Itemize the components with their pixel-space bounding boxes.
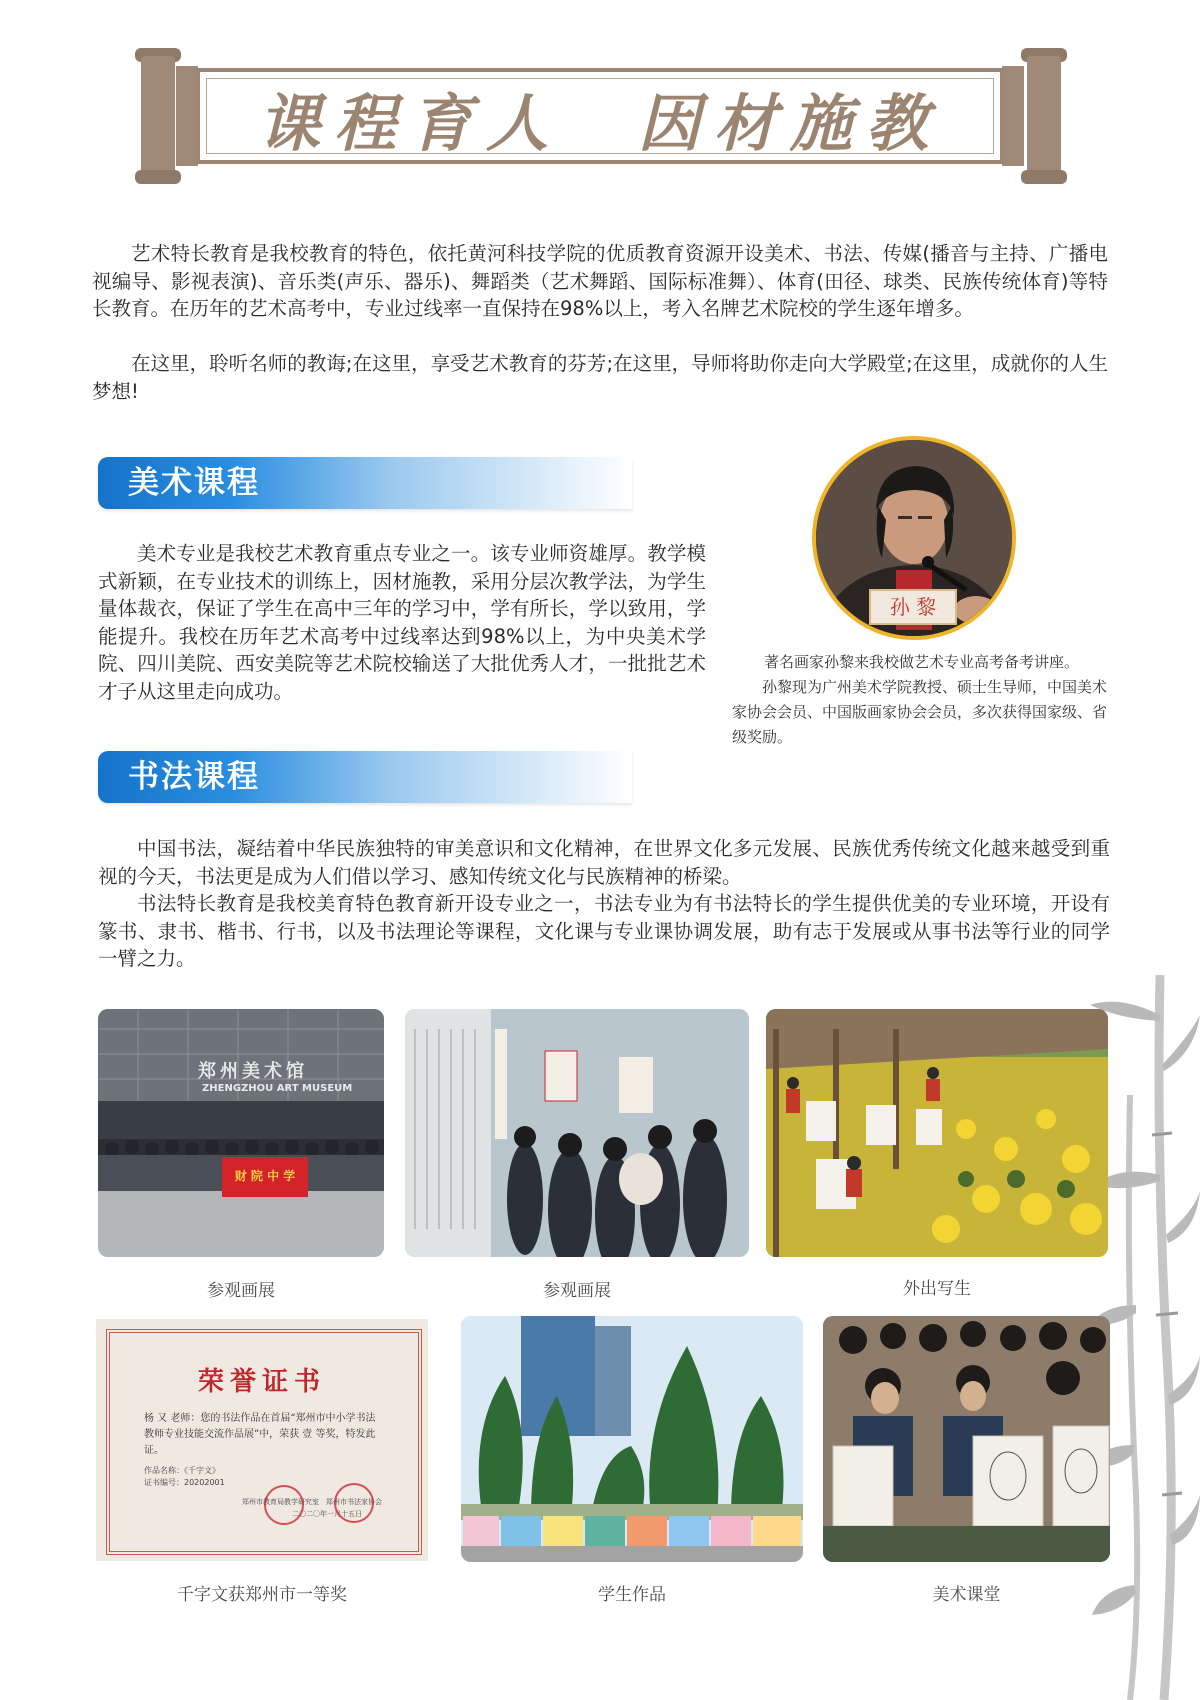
scroll-right-rod (1027, 56, 1061, 174)
art-course-header (98, 457, 632, 509)
certificate-seal-1 (264, 1485, 304, 1525)
photo-caption-exhibition: 参观画展 (543, 1281, 611, 1301)
scroll-bar-left (176, 66, 198, 166)
calligraphy-course-header (98, 751, 632, 803)
photo-caption-sketching: 外出写生 (903, 1279, 971, 1299)
art-course-body: 美术专业是我校艺术教育重点专业之一。该专业师资雄厚。教学模式新颖，在专业技术的训练上，因材施教，采用分层次教学法，为学生量体裁衣，保证了学生在高中三年的学习中，学有所长，学以致用，学能提升。我校在历年艺术高考中过线率达到98%以上，为中央美术学院、四川美院、西安美院等艺术院校输送了大批优秀人才，一批批艺术才子从这里走向成功。 (98, 542, 706, 703)
classroom-illustration (823, 1316, 1110, 1562)
certificate-seal-2 (334, 1483, 374, 1523)
intro-paragraph-1: 艺术特长教育是我校教育的特色，依托黄河科技学院的优质教育资源开设美术、书法、传媒(播音与主持、广播电视编导、影视表演)、音乐类(声乐、器乐)、舞蹈类（艺术舞蹈、国际标准舞）、体育(田径、球类、民族传统体育)等特长教育。在历年的艺术高考中，专业过线率一直保持在98%以上，考入名牌艺术院校的学生逐年增多。 (92, 242, 1108, 320)
photo-sketching-outdoors (766, 1009, 1108, 1257)
art-course-heading: 美术课程 (128, 465, 260, 501)
photo-art-museum (98, 1009, 384, 1257)
certificate-issuer: 郑州市教育局教学研究室 郑州市书法家协会 (242, 1498, 382, 1506)
portrait-nameplate: 孙 黎 (889, 595, 937, 619)
photo-art-classroom (823, 1316, 1110, 1562)
art-museum-illustration (98, 1009, 384, 1257)
sketching-illustration (766, 1009, 1108, 1257)
calligraphy-paragraph-2: 书法特长教育是我校美育特色教育新开设专业之一，书法专业为有书法特长的学生提供优美的专业环境，开设有篆书、隶书、楷书、行书，以及书法理论等课程，文化课与专业课协调发展，助有志于发展或从事书法等行业的同学一臂之力。 (98, 892, 1110, 970)
exhibition-illustration (405, 1009, 749, 1257)
photo-certificate (96, 1319, 428, 1561)
portrait-photo (812, 436, 1016, 640)
certificate-title: 荣誉证书 (197, 1367, 326, 1397)
scroll-right-cap-bottom (1021, 170, 1067, 184)
intro-paragraph-2: 在这里，聆听名师的教诲;在这里，享受艺术教育的芬芳;在这里，导师将助你走向大学殿堂;在这里，成就你的人生梦想! (92, 352, 1108, 403)
photo-student-works (461, 1316, 803, 1562)
portrait-caption-2: 孙黎现为广州美术学院教授、硕士生导师，中国美术家协会会员、中国版画家协会会员，多次获得国家级、省级奖励。 (732, 678, 1108, 746)
calligraphy-course-heading: 书法课程 (128, 759, 260, 795)
scroll-left-rod (141, 56, 175, 174)
certificate-body: 杨 又 老师：您的书法作品在首届“郑州市中小学书法教师专业技能交流作品展”中，荣获 壹 等奖，特发此证。 (144, 1413, 376, 1456)
banner-title: 课程育人 因材施教 (257, 86, 942, 160)
museum-sign-en: ZHENGZHOU ART MUSEUM (202, 1083, 353, 1094)
group-banner-text: 财 院 中 学 (234, 1169, 296, 1183)
photo-exhibition (405, 1009, 749, 1257)
certificate-date: 二〇二〇年一月十五日 (292, 1510, 362, 1518)
photo-caption-certificate: 千字文获郑州市一等奖 (177, 1585, 347, 1605)
photo-caption-classroom: 美术课堂 (932, 1585, 1001, 1605)
student-works-illustration (461, 1316, 803, 1562)
scroll-left-cap-bottom (135, 170, 181, 184)
certificate-meta-1: 作品名称：《千字文》 (144, 1466, 220, 1475)
portrait-caption-1: 著名画家孙黎来我校做艺术专业高考备考讲座。 (764, 653, 1080, 671)
scroll-bar-right (1002, 66, 1024, 166)
certificate-meta-2: 证书编号：20202001 (144, 1478, 225, 1487)
calligraphy-paragraph-1: 中国书法，凝结着中华民族独特的审美意识和文化精神，在世界文化多元发展、民族优秀传统文化越来越受到重视的今天，书法更是成为人们借以学习、感知传统文化与民族精神的桥梁。 (98, 837, 1110, 888)
museum-sign-cn: 郑州美术馆 (198, 1061, 308, 1082)
photo-caption-student-works: 学生作品 (598, 1585, 666, 1605)
photo-caption-museum: 参观画展 (207, 1281, 275, 1301)
